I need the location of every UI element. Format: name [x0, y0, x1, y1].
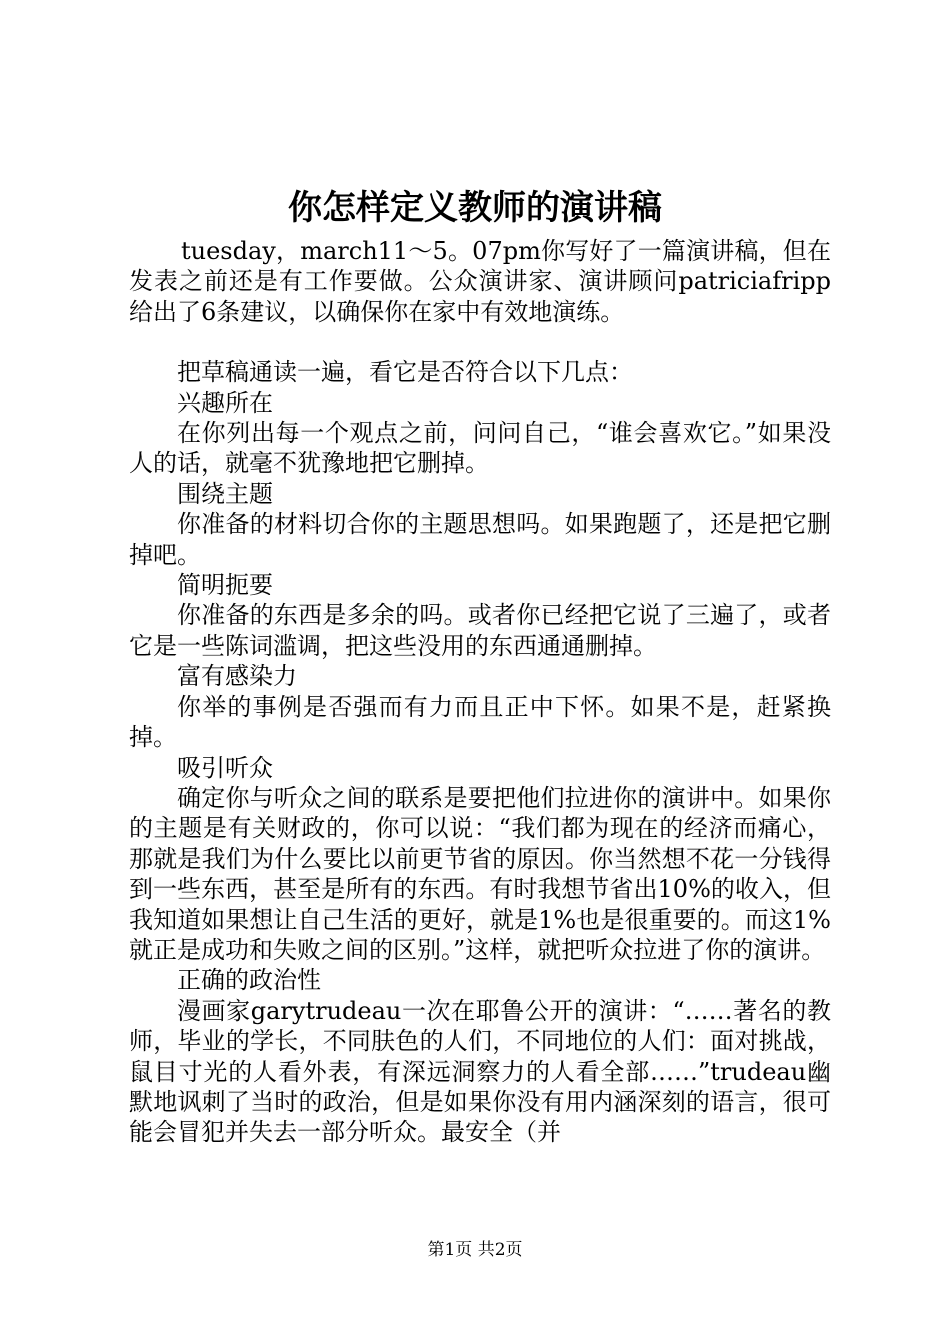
section-heading: 吸引听众: [177, 753, 273, 782]
paragraph: 你准备的东西是多余的吗。或者你已经把它说了三遍了，或者它是一些陈词滥调，把这些没用的东西通通删掉。: [129, 601, 831, 660]
section-heading: 富有感染力: [177, 662, 297, 691]
paragraph: 你举的事例是否强而有力而且正中下怀。如果不是，赶紧换掉。: [129, 692, 831, 752]
paragraph: 你准备的材料切合你的主题思想吗。如果跑题了，还是把它删掉吧。: [129, 510, 831, 569]
document-title: 你怎样定义教师的演讲稿: [288, 188, 662, 228]
section-heading: 兴趣所在: [177, 388, 273, 417]
paragraph-intro: tuesday，march11～5。07pm你写好了一篇演讲稿，但在发表之前还是有工作要做。公众演讲家、演讲顾问patriciafripp给出了6条建议，以确保你在家中有效地演练。: [129, 237, 831, 326]
paragraph: 确定你与听众之间的联系是要把他们拉进你的演讲中。如果你的主题是有关财政的，你可以说：“我们都为现在的经济而痛心，那就是我们为什么要比以前更节省的原因。你当然想不花一分钱得到一些东西，甚至是所有的东西。有时我想节省出10%的收入，但我知道如果想让自己生活的更好，就是1%也是很重要的。而这1%就正是成功和失败之间的区别。”这样，就把听众拉进了你的演讲。: [129, 783, 831, 964]
paragraph-lead: 把草稿通读一遍，看它是否符合以下几点：: [177, 358, 633, 387]
section-heading: 简明扼要: [177, 571, 273, 600]
section-heading: 正确的政治性: [177, 966, 321, 995]
paragraph: 漫画家garytrudeau一次在耶鲁公开的演讲：“……著名的教师，毕业的学长，不同肤色的人们，不同地位的人们：面对挑战，鼠目寸光的人看外表，有深远洞察力的人看全部……”trudeau幽默地讽刺了当时的政治，但是如果你没有用内涵深刻的语言，很可能会冒犯并失去一部分听众。最安全（并: [129, 996, 831, 1147]
document-body: [129, 236, 831, 1148]
page-footer: 第1页 共2页: [427, 1240, 523, 1260]
section-heading: 围绕主题: [177, 479, 273, 508]
paragraph: 在你列出每一个观点之前，问问自己，“谁会喜欢它。”如果没人的话，就毫不犹豫地把它删掉。: [129, 419, 831, 478]
blank-line: [129, 327, 831, 357]
